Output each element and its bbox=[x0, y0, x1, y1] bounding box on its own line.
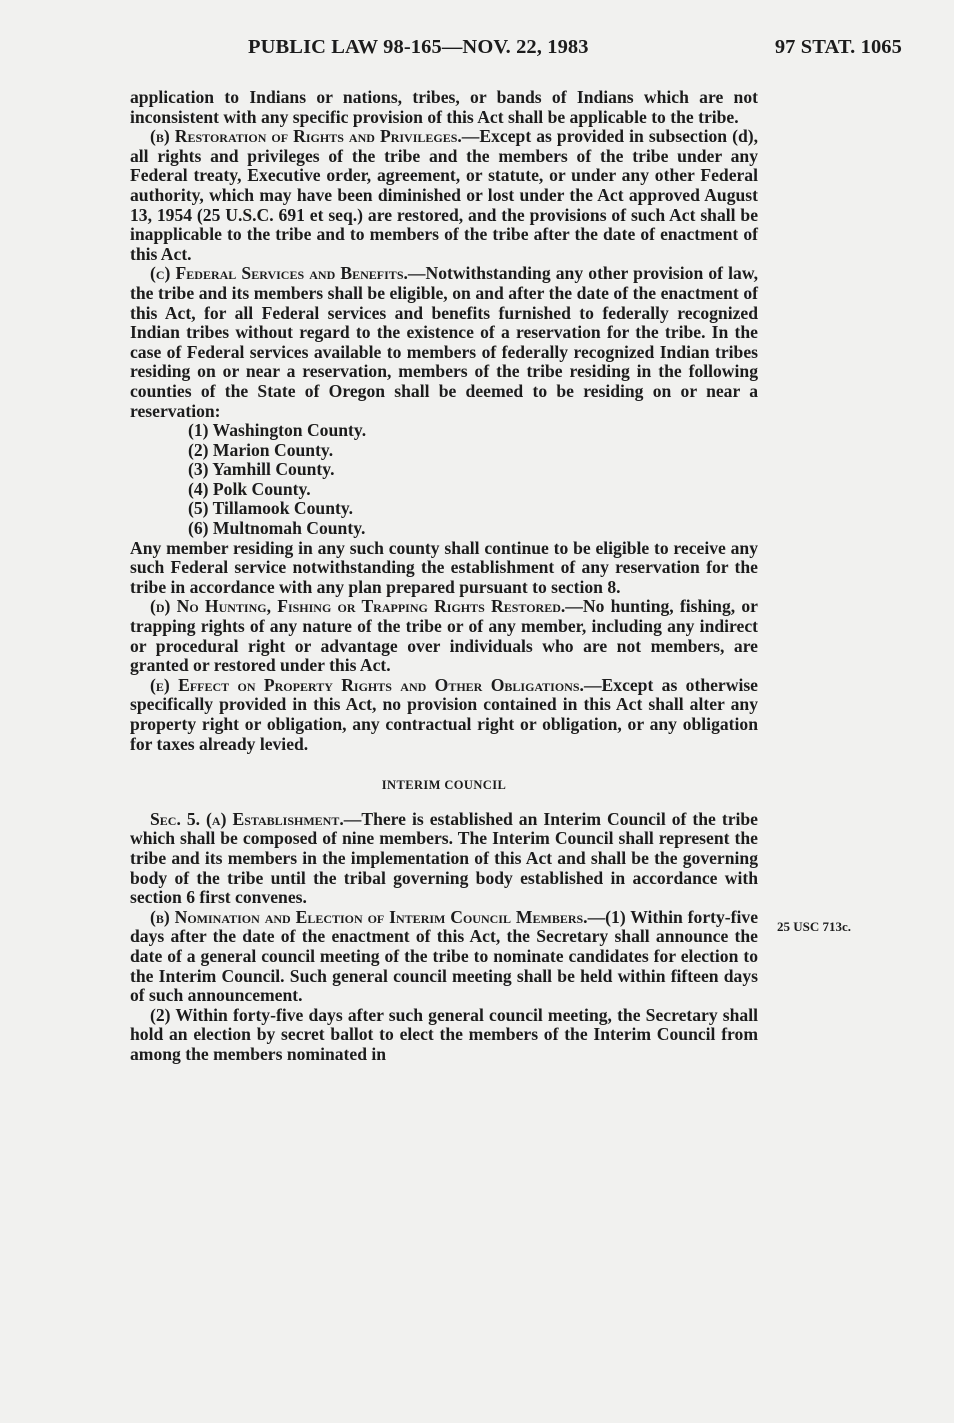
section-5b-text: —(1) Within forty-five days after the date of the enactment of this Act, the Secretary shall announce the date of a general council meeting of the tribe to nominate candidates for election to the Interim Council. Such general council meeting shall be held within fifteen days of such announcement. bbox=[130, 906, 759, 1006]
section-5a bbox=[130, 810, 758, 908]
subsection-c-continuation: Any member residing in any such county shall continue to be eligible to receive any such Federal service notwithstanding the establishment of any reservation for the tribe in accordance with any plan prepared pursuant to section 8. bbox=[130, 537, 758, 597]
section-5a-text: —There is established an Interim Council of the tribe which shall be composed of nine members. The Interim Council shall represent the tribe and its members in the implementation of this Act and shall be the governing body of the tribe until the tribal governing body established in accordance with section 6 first convenes. bbox=[130, 808, 758, 908]
section-5b-heading: (b) Nomination and Election of Interim Council Members. bbox=[150, 906, 588, 927]
county-list-item: (5) Tillamook County. bbox=[188, 498, 354, 519]
body-text bbox=[130, 88, 758, 1065]
section-5a-heading: Establishment. bbox=[232, 808, 344, 829]
subsection-d bbox=[130, 597, 758, 675]
subsection-c-text: —Notwithstanding any other provision of law, the tribe and its members shall be eligible, on and after the date of the enactment of this Act, for all Federal services and benefits furnished to federally recognized Indian tribes without regard to the existence of a reservation for the tribe. In the case of Federal services available to members of federally recognized Indian tribes residing on or near a reservation, members of the tribe residing in the following counties of the State of Oregon shall be deemed to be residing on or near a reservation: bbox=[130, 263, 758, 421]
county-list-item: (2) Marion County. bbox=[188, 439, 334, 460]
subsection-b-text: —Except as provided in subsection (d), all rights and privileges of the tribe and the members of the tribe under any Federal treaty, Executive order, agreement, or statute, or under any other Federal authority, which may have been diminished or lost under the Act approved August 13, 1954 (25 U.S.C. 691 et seq.) are restored, and the provisions of such Act shall be inapplicable to the tribe and to members of the tribe after the date of enactment of this Act. bbox=[130, 126, 758, 264]
county-list-item: (3) Yamhill County. bbox=[188, 459, 335, 480]
county-list-item: (1) Washington County. bbox=[188, 420, 367, 441]
running-title: PUBLIC LAW 98-165—NOV. 22, 1983 bbox=[248, 36, 589, 58]
subsection-e-heading: (e) Effect on Property Rights and Other Obligations. bbox=[150, 674, 584, 695]
page-folio: 97 STAT. 1065 bbox=[774, 36, 902, 58]
subsection-c bbox=[130, 264, 758, 421]
subsection-b bbox=[130, 127, 758, 264]
county-list-item: (4) Polk County. bbox=[188, 478, 311, 499]
margin-citation: 25 USC 713c. bbox=[777, 919, 852, 934]
subsection-e bbox=[130, 676, 758, 754]
county-list-item: (6) Multnomah County. bbox=[188, 518, 366, 539]
subsection-e-text: —Except as otherwise specifically provided in this Act, no provision contained in this Act shall alter any property right or obligation, any contractual right or obligation, or any obligation for taxes already levied. bbox=[130, 674, 758, 754]
subsection-b-heading: (b) Restoration of Rights and Privileges. bbox=[150, 126, 462, 147]
section-5b-2: (2) Within forty-five days after such general council meeting, the Secretary shall hold an election by secret ballot to elect the members of the Interim Council from among the members nominated in bbox=[130, 1004, 758, 1064]
section-5-number: Sec. 5. (a) bbox=[150, 808, 233, 829]
subsection-d-heading: (d) No Hunting, Fishing or Trapping Rights Restored. bbox=[150, 596, 566, 617]
section-5b bbox=[130, 908, 758, 1006]
section-heading: INTERIM COUNCIL bbox=[381, 778, 507, 793]
subsection-d-text: —No hunting, fishing, or trapping rights of any nature of the tribe or of any member, including any indirect or procedural right or advantage over individuals who are not members, are granted or restored under this Act. bbox=[130, 596, 758, 676]
paragraph-continuation: application to Indians or nations, tribes, or bands of Indians which are not inconsistent with any specific provision of this Act shall be applicable to the tribe. bbox=[130, 87, 758, 127]
subsection-c-heading: (c) Federal Services and Benefits. bbox=[150, 263, 408, 284]
